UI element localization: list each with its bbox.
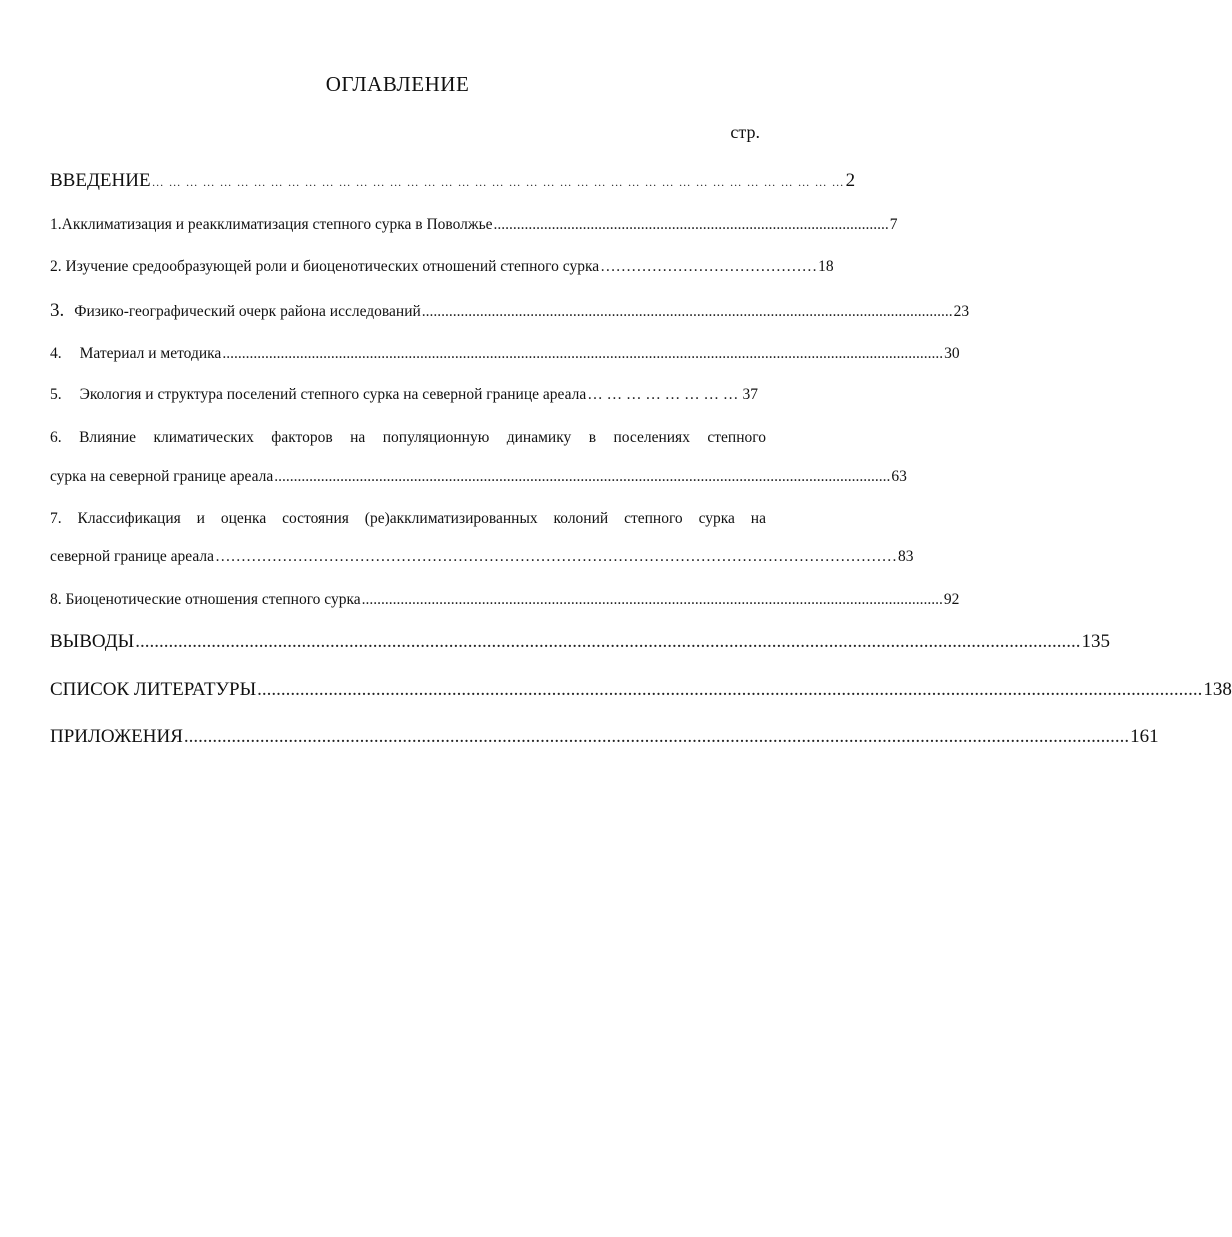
toc-leader: ……………………………………	[600, 258, 818, 275]
toc-leader: ......................................................................................................................................................	[361, 591, 943, 608]
page-title: ОГЛАВЛЕНИЕ	[325, 72, 470, 96]
page-column-header: стр.	[730, 122, 760, 142]
toc-leader: ...............................................................................................................................................................	[274, 468, 891, 485]
toc-entry-ch6-line1[interactable]: 6. Влияние климатических факторов на популяционную динамику в поселениях степного	[50, 429, 766, 446]
toc-page-number: 7	[889, 216, 898, 233]
toc-entry-label: сурка на северной границе ареала	[50, 468, 274, 485]
toc-leader: .......................................................................................................................................................................................................	[135, 631, 1081, 652]
toc-page-number: 37	[742, 386, 758, 403]
toc-entry-conclusions[interactable]	[50, 631, 1110, 653]
toc-entry-ch4[interactable]	[50, 345, 960, 363]
toc-entry-appendices[interactable]	[50, 726, 1159, 748]
toc-entry-ch6[interactable]	[50, 468, 907, 486]
toc-entry-label: 2. Изучение средообразующей роли и биоценотических отношений степного сурка	[50, 258, 600, 275]
toc-entry-label: северной границе ареала	[50, 548, 214, 565]
toc-leader: … … … … … … … …	[587, 386, 739, 403]
toc-entry-references[interactable]	[50, 679, 1232, 701]
toc-leader: ……………………………………………………………………………………………………………………	[214, 548, 897, 565]
toc-entry-title: Материал и методика	[79, 345, 222, 362]
toc-entry-ch1[interactable]	[50, 216, 898, 234]
toc-page-number: 135	[1081, 631, 1110, 652]
toc-leader: .......................................................................................................................................................................................................	[183, 726, 1130, 747]
toc-entry-label	[50, 300, 421, 322]
toc-page-number: 138	[1203, 679, 1232, 700]
toc-leader: … … … … … … … … … … … … … … … … … … … … … … … … … … … … … … … … … … … … … … … … …	[151, 175, 845, 189]
toc-entry-label: 1.Акклиматизация и реакклиматизация степного сурка в Поволжье	[50, 216, 493, 233]
toc-leader: ......................................................................................................	[493, 216, 889, 233]
toc-page-number: 23	[953, 303, 970, 320]
toc-entry-ch3[interactable]	[50, 300, 970, 322]
toc-entry-number: 4.	[50, 345, 62, 362]
toc-entry-intro[interactable]	[50, 170, 856, 192]
toc-page-number: 92	[943, 591, 960, 608]
toc-entry-label: СПИСОК ЛИТЕРАТУРЫ	[50, 679, 257, 700]
toc-entry-ch5[interactable]	[50, 386, 758, 404]
toc-entry-number: 5.	[50, 386, 62, 403]
toc-leader: .......................................................................................................................................................................................................	[257, 679, 1203, 700]
toc-page-number: 18	[818, 258, 834, 275]
toc-entry-label	[50, 386, 586, 404]
toc-entry-title: Экология и структура поселений степного сурка на северной границе ареала	[79, 386, 587, 403]
toc-leader: ..........................................................................................................................................................................................	[222, 345, 944, 362]
toc-entry-label: ВВЕДЕНИЕ	[50, 170, 151, 191]
toc-page-number: 2	[845, 170, 856, 191]
toc-page-number: 161	[1130, 726, 1159, 747]
toc-entry-ch8[interactable]	[50, 591, 960, 609]
toc-page-number: 83	[897, 548, 914, 565]
toc-entry-number: 3.	[50, 300, 65, 321]
toc-entry-label: ПРИЛОЖЕНИЯ	[50, 726, 183, 747]
toc-page-number: 30	[944, 345, 960, 362]
toc-page-number: 63	[891, 468, 907, 485]
toc-entry-ch2[interactable]	[50, 258, 834, 276]
toc-entry-label: ВЫВОДЫ	[50, 631, 135, 652]
toc-entry-ch7-line1[interactable]: 7. Классификация и оценка состояния (ре)акклиматизированных колоний степного сурка на	[50, 510, 766, 527]
toc-entry-title: Физико-географический очерк района исследований	[74, 303, 421, 320]
toc-entry-label	[50, 345, 221, 363]
toc-entry-label: 8. Биоценотические отношения степного сурка	[50, 591, 361, 608]
toc-leader: .........................................................................................................................................	[421, 303, 953, 320]
toc-entry-ch7[interactable]	[50, 548, 914, 566]
